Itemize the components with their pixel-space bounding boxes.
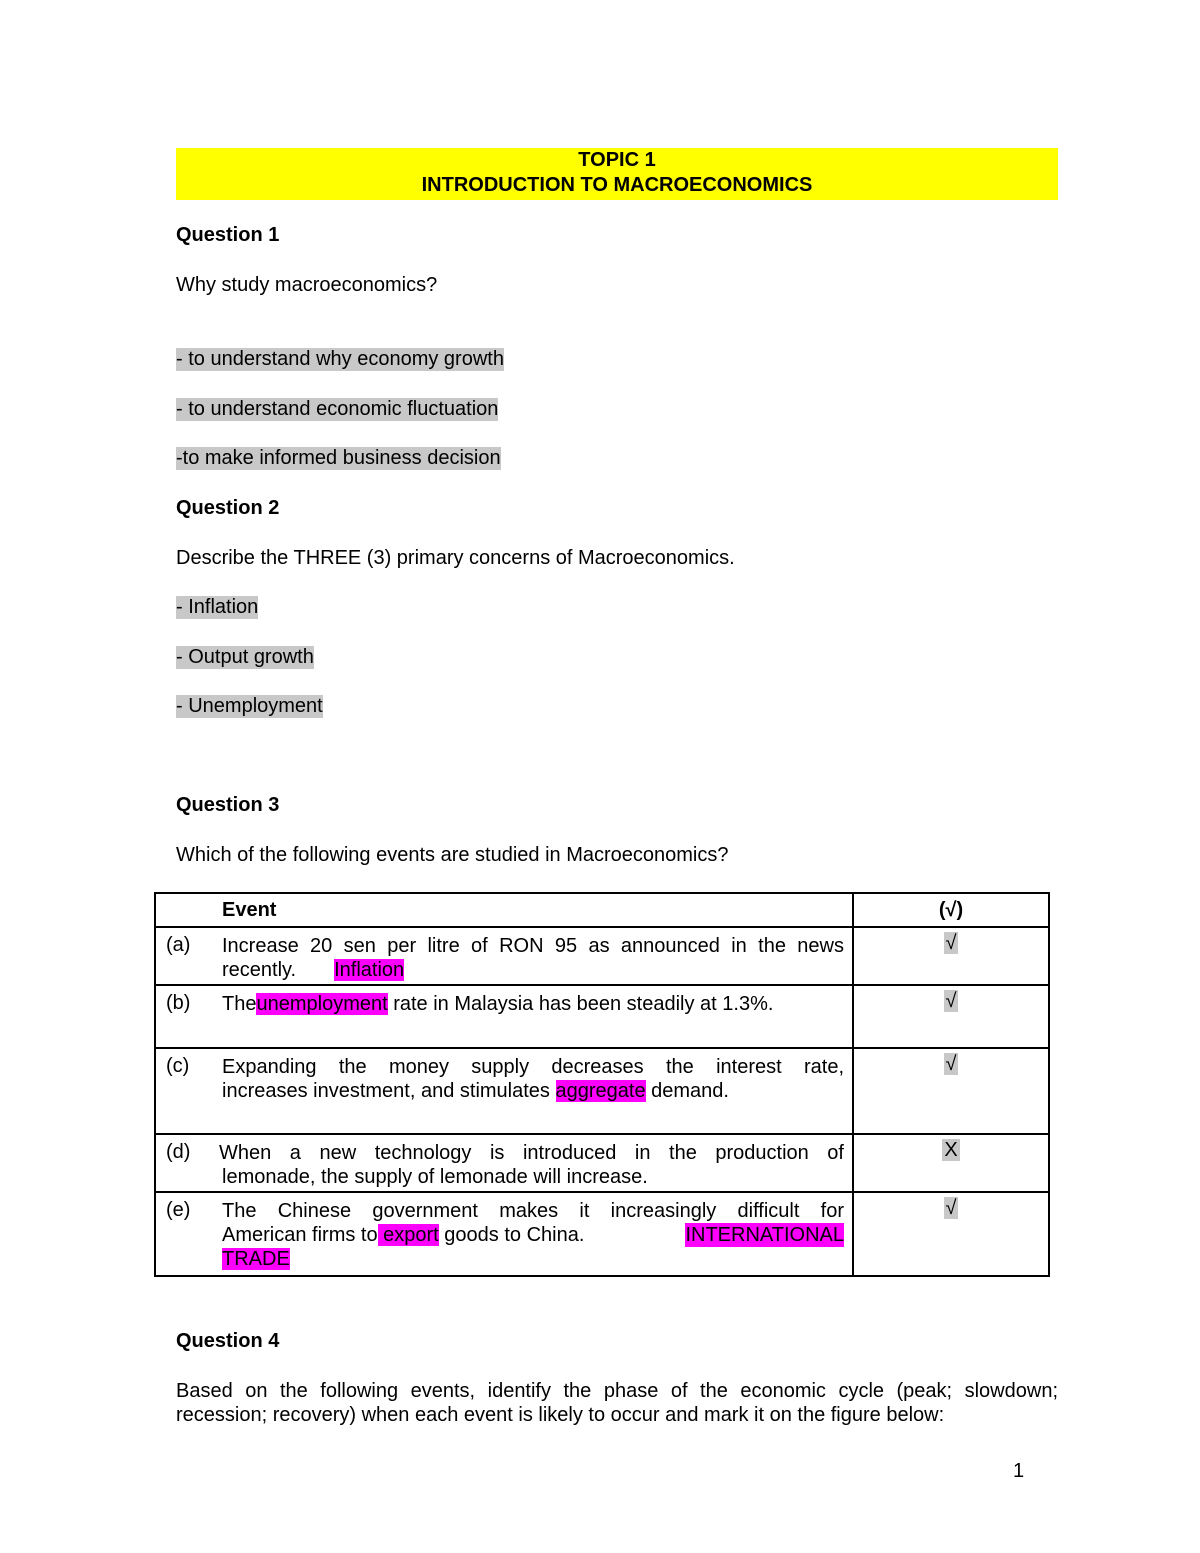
row-label: (d) [166,1141,191,1163]
question-4-prompt-line: recession; recovery) when each event is likely to occur and mark it on the figure below: [176,1404,945,1426]
event-column-header-cell [155,893,853,927]
question-1-answer: - to understand why economy growth [176,348,504,370]
table-row [155,985,1049,1048]
keyword-highlight: INTERNATIONAL [685,1224,844,1246]
event-text-line: recently. [222,959,297,981]
keyword-highlight: Inflation [334,959,405,981]
keyword-highlight: unemployment [256,993,388,1015]
keyword-highlight: export [377,1224,439,1246]
question-2-answer: - Unemployment [176,695,323,717]
row-label: (b) [166,992,191,1014]
events-table [154,892,1050,1277]
page-number: 1 [1013,1460,1025,1482]
question-1-answer: - to understand economic fluctuation [176,398,499,420]
check-mark: √ [945,1197,957,1219]
table-row [155,1134,1049,1192]
event-text-line: lemonade, the supply of lemonade will increase. [222,1166,648,1188]
keyword-highlight: aggregate [555,1080,646,1102]
event-text: The Chinese government makes it increasingly difficult for American firms to export goods to China. INTERNATIONAL TRADE [222,1200,844,1270]
event-text-line: The Chinese government makes it increasingly difficult for [222,1200,844,1222]
row-label: (e) [166,1199,191,1221]
question-2-heading: Question 2 [176,497,280,519]
event-text: Theunemployment rate in Malaysia has been steadily at 1.3%. [222,993,774,1015]
table-row [155,1192,1049,1276]
event-text-line: Expanding the money supply decreases the interest rate, [222,1056,844,1078]
cross-mark: X [944,1139,958,1161]
question-2-answer: - Inflation [176,596,259,618]
topic-title-banner [176,148,1058,200]
event-text [222,934,844,982]
event-text: Expanding the money supply decreases the interest rate, increases investment, and stimulates aggregate demand. [222,1056,844,1102]
question-3-prompt: Which of the following events are studied in Macroeconomics? [176,844,729,866]
question-1-answer: -to make informed business decision [176,447,501,469]
check-mark: √ [945,932,957,954]
question-1-prompt: Why study macroeconomics? [176,274,438,296]
table-row [155,927,1049,985]
check-mark: √ [945,990,957,1012]
event-text [219,1141,844,1189]
topic-title: INTRODUCTION TO MACROECONOMICS [421,174,813,196]
table-row [155,1048,1049,1134]
mark-column-header-cell [853,893,1049,927]
question-4-heading: Question 4 [176,1330,280,1352]
event-column-header: Event [222,899,277,921]
topic-number: TOPIC 1 [578,149,656,171]
question-1-heading: Question 1 [176,224,280,246]
event-text-line: When a new technology is introduced in the production of [219,1142,844,1164]
row-label: (a) [166,934,191,956]
table-header-row [155,893,1049,927]
check-mark: √ [945,1053,957,1075]
question-2-answer: - Output growth [176,646,314,668]
event-text-line: Increase 20 sen per litre of RON 95 as announced in the news [222,935,844,957]
mark-column-header: (√) [938,899,964,921]
row-label: (c) [166,1055,190,1077]
question-4-prompt-line: Based on the following events, identify the phase of the economic cycle (peak; slowdown; [176,1380,1058,1402]
question-3-heading: Question 3 [176,794,280,816]
question-2-prompt: Describe the THREE (3) primary concerns of Macroeconomics. [176,547,735,569]
keyword-highlight: TRADE [222,1248,290,1270]
